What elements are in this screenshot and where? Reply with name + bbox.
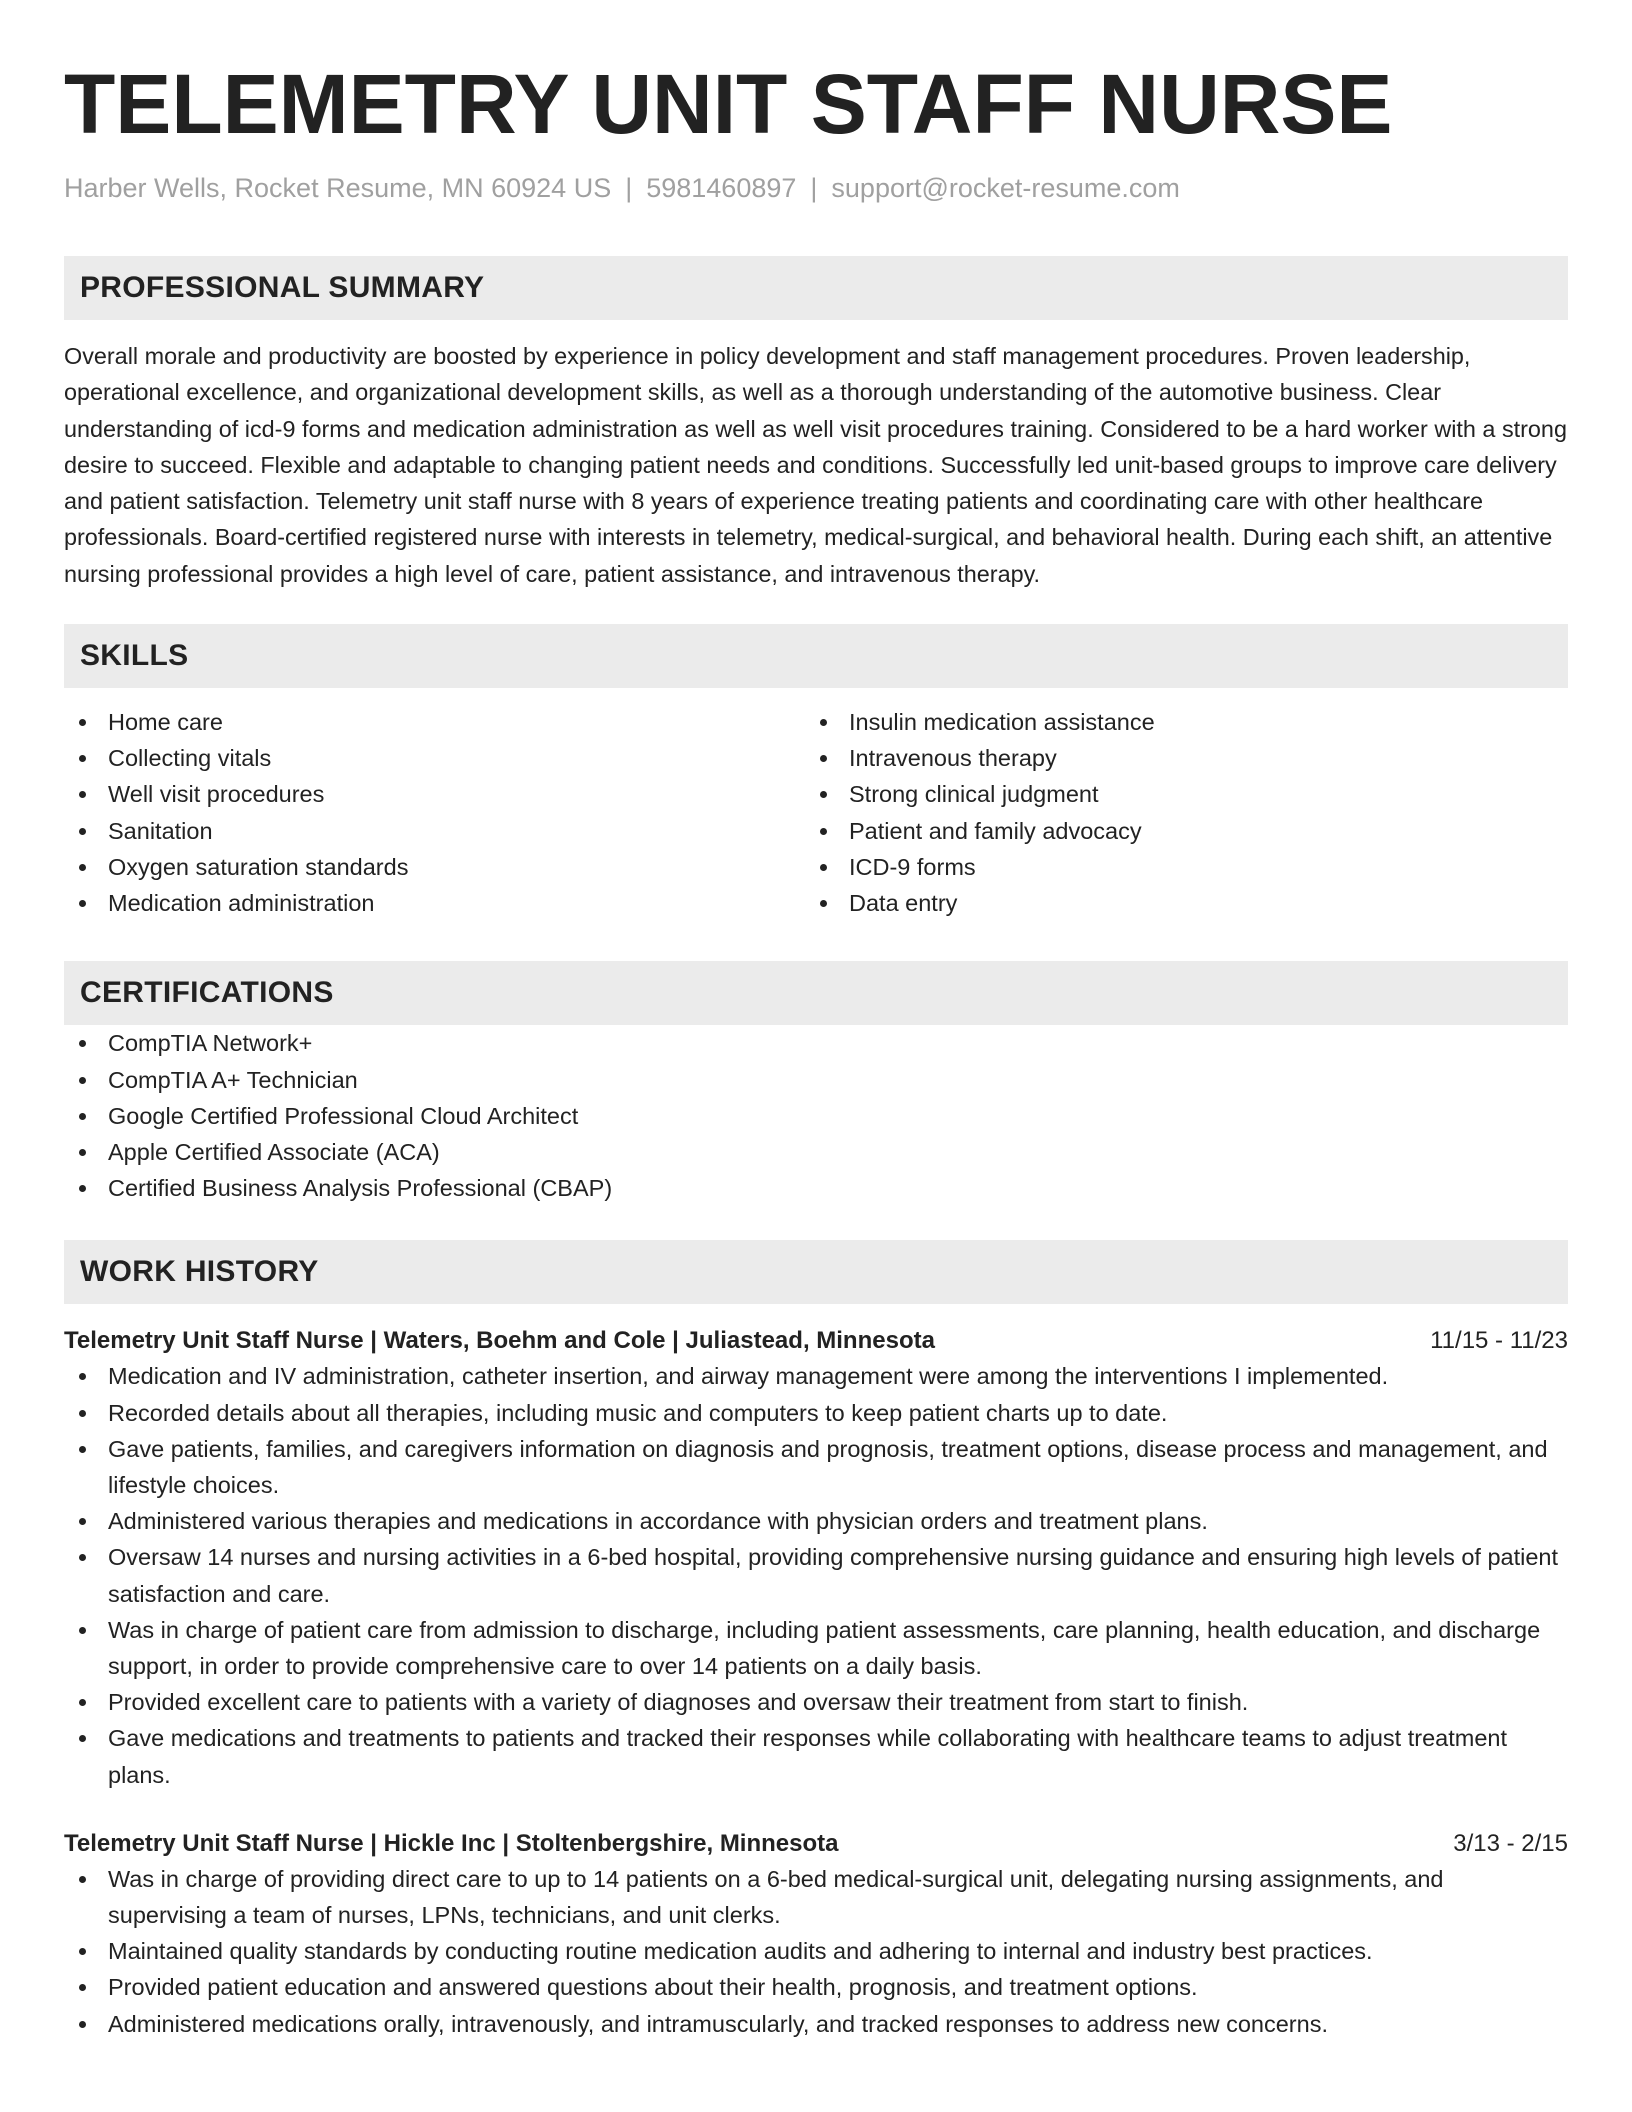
job-entry (64, 1324, 1568, 1792)
resume-title: TELEMETRY UNIT STAFF NURSE (64, 57, 1393, 151)
skill-item: Strong clinical judgment (805, 776, 1546, 812)
skill-item: Collecting vitals (64, 740, 805, 776)
contact-phone: 5981460897 (646, 173, 797, 203)
job-bullet: Oversaw 14 nurses and nursing activities in a 6-bed hospital, providing comprehensive nursing guidance and ensuring high levels of patient satisfaction and care. (64, 1539, 1568, 1611)
certification-item: CompTIA Network+ (64, 1025, 1568, 1061)
section-header-skills: SKILLS (64, 624, 1568, 688)
skill-item: Sanitation (64, 813, 805, 849)
section-header-work-history: WORK HISTORY (64, 1240, 1568, 1304)
job-bullet: Was in charge of patient care from admission to discharge, including patient assessments, care planning, health education, and discharge support, in order to provide comprehensive care to over 14 patients on a daily basis. (64, 1612, 1568, 1684)
skill-item: ICD-9 forms (805, 849, 1546, 885)
job-bullets (64, 1861, 1568, 2042)
job-bullet: Gave medications and treatments to patients and tracked their responses while collaborating with healthcare teams to adjust treatment plans. (64, 1720, 1568, 1792)
contact-separator: | (625, 173, 633, 203)
certification-item: Certified Business Analysis Professional (CBAP) (64, 1170, 1568, 1206)
job-bullets (64, 1358, 1568, 1792)
job-title: Telemetry Unit Staff Nurse | Hickle Inc | Stoltenbergshire, Minnesota (64, 1829, 839, 1857)
skill-item: Patient and family advocacy (805, 813, 1546, 849)
job-entry (64, 1827, 1568, 2042)
skill-item: Intravenous therapy (805, 740, 1546, 776)
skill-item: Medication administration (64, 885, 805, 921)
section-header-certifications: CERTIFICATIONS (64, 961, 1568, 1025)
job-bullet: Gave patients, families, and caregivers information on diagnosis and prognosis, treatment options, disease process and management, and lifestyle choices. (64, 1431, 1568, 1503)
job-bullet: Administered various therapies and medications in accordance with physician orders and treatment plans. (64, 1503, 1568, 1539)
job-bullet: Provided patient education and answered questions about their health, prognosis, and treatment options. (64, 1969, 1568, 2005)
skill-item: Home care (64, 704, 805, 740)
skills-grid (64, 704, 1568, 921)
certification-item: CompTIA A+ Technician (64, 1062, 1568, 1098)
skills-column-left (64, 704, 805, 921)
certification-item: Google Certified Professional Cloud Architect (64, 1098, 1568, 1134)
contact-separator: | (810, 173, 818, 203)
job-bullet: Recorded details about all therapies, including music and computers to keep patient charts up to date. (64, 1395, 1568, 1431)
skill-item: Well visit procedures (64, 776, 805, 812)
section-header-summary: PROFESSIONAL SUMMARY (64, 256, 1568, 320)
job-header (64, 1827, 1568, 1861)
certification-item: Apple Certified Associate (ACA) (64, 1134, 1568, 1170)
job-bullet: Administered medications orally, intravenously, and intramuscularly, and tracked responses to address new concerns. (64, 2006, 1568, 2042)
contact-address: Harber Wells, Rocket Resume, MN 60924 US (64, 173, 612, 203)
skill-item: Oxygen saturation standards (64, 849, 805, 885)
skill-item: Insulin medication assistance (805, 704, 1546, 740)
skills-column-right (805, 704, 1546, 921)
job-bullet: Medication and IV administration, catheter insertion, and airway management were among the interventions I implemented. (64, 1358, 1568, 1394)
job-bullet: Provided excellent care to patients with a variety of diagnoses and oversaw their treatment from start to finish. (64, 1684, 1568, 1720)
job-title: Telemetry Unit Staff Nurse | Waters, Boehm and Cole | Juliastead, Minnesota (64, 1327, 935, 1355)
contact-email: support@rocket-resume.com (831, 173, 1180, 203)
job-dates: 3/13 - 2/15 (1453, 1829, 1568, 1857)
certifications-list (64, 1025, 1568, 1206)
job-bullet: Maintained quality standards by conducting routine medication audits and adhering to internal and industry best practices. (64, 1933, 1568, 1969)
summary-text: Overall morale and productivity are boosted by experience in policy development and staff management procedures. Proven leadership, operational excellence, and organizational development skills, as well as a thorough understanding of the automotive business. Clear understanding of icd-9 forms and medication administration as well as well visit procedures training. Considered to be a hard worker with a strong desire to succeed. Flexible and adaptable to changing patient needs and conditions. Successfully led unit-based groups to improve care delivery and patient satisfaction. Telemetry unit staff nurse with 8 years of experience treating patients and coordinating care with other healthcare professionals. Board-certified registered nurse with interests in telemetry, medical-surgical, and behavioral health. During each shift, an attentive nursing professional provides a high level of care, patient assistance, and intravenous therapy. (64, 343, 1567, 587)
job-header (64, 1324, 1568, 1358)
job-dates: 11/15 - 11/23 (1430, 1327, 1568, 1355)
job-bullet: Was in charge of providing direct care to up to 14 patients on a 6-bed medical-surgical unit, delegating nursing assignments, and supervising a team of nurses, LPNs, technicians, and unit clerks. (64, 1861, 1568, 1933)
skill-item: Data entry (805, 885, 1546, 921)
contact-line (64, 170, 1568, 206)
